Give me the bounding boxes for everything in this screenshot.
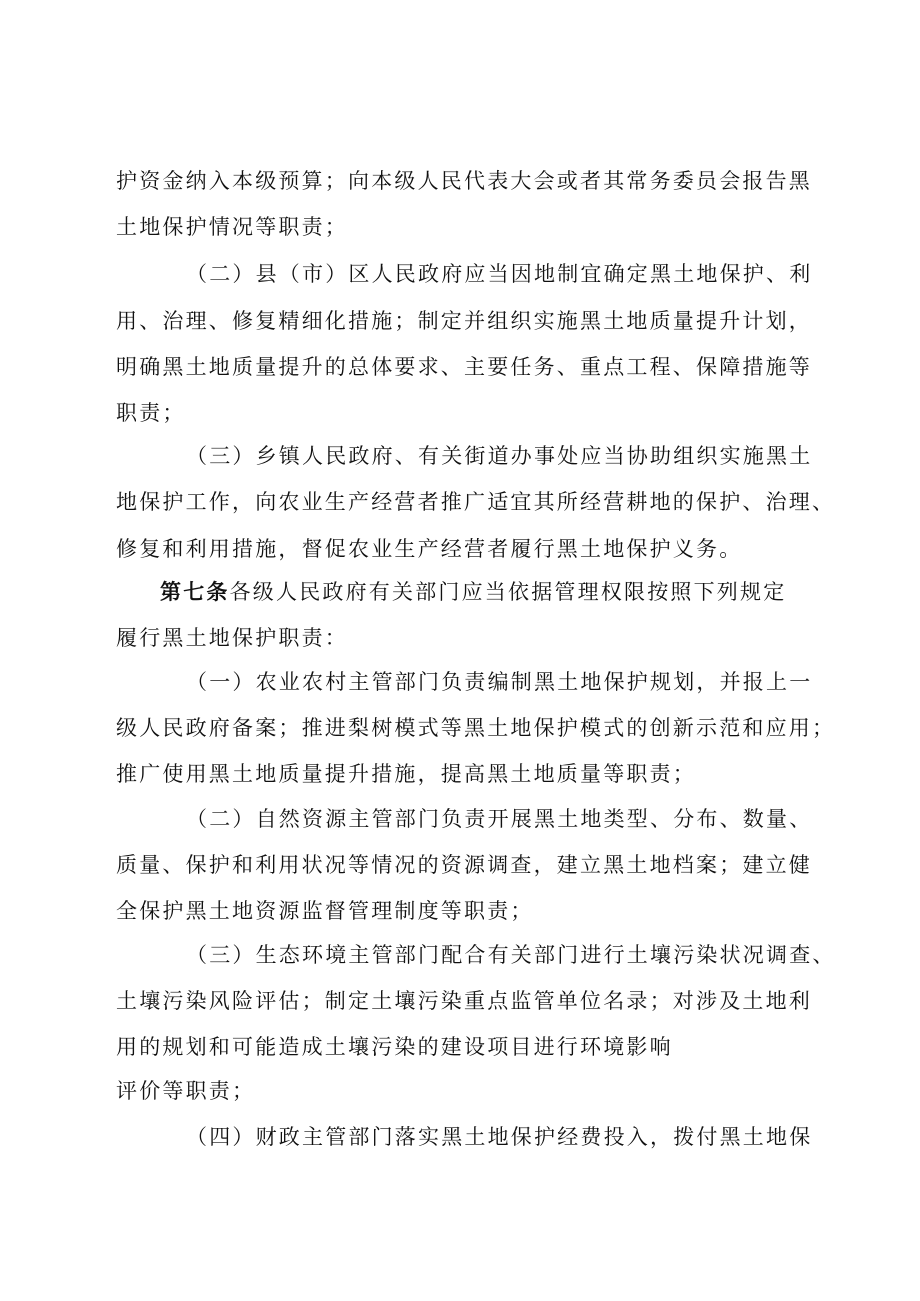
item-three-line-2: 土壤污染风险评估；制定土壤污染重点监管单位名录；对涉及土地利	[116, 989, 812, 1013]
item-one-line-3: 推广使用黑土地质量提升措施，提高黑土地质量等职责；	[116, 762, 696, 786]
paragraph-line-township-2: 地保护工作，向农业生产经营者推广适宜其所经营耕地的保护、治理、	[116, 490, 836, 514]
article-seven-label: 第七条	[160, 580, 230, 604]
item-three-line-1: （三）生态环境主管部门配合有关部门进行土壤污染状况调查、	[186, 943, 836, 967]
item-three-line-4: 评价等职责；	[116, 1079, 256, 1103]
item-three-line-3: 用的规划和可能造成土壤污染的建设项目进行环境影响	[116, 1035, 673, 1059]
paragraph-line-county-4: 职责；	[116, 401, 186, 425]
paragraph-line-county-1: （二）县（市）区人民政府应当因地制宜确定黑土地保护、利	[186, 262, 813, 286]
paragraph-line-county-3: 明确黑土地质量提升的总体要求、主要任务、重点工程、保障措施等	[116, 355, 812, 379]
article-seven-text: 各级人民政府有关部门应当依据管理权限按照下列规定	[229, 580, 787, 604]
item-one-line-1: （一）农业农村主管部门负责编制黑土地保护规划，并报上一	[186, 670, 813, 694]
paragraph-line-township-1: （三）乡镇人民政府、有关街道办事处应当协助组织实施黑土	[186, 444, 813, 468]
item-two-line-3: 全保护黑土地资源监督管理制度等职责；	[116, 899, 534, 923]
paragraph-line-township-3: 修复和利用措施，督促农业生产经营者履行黑土地保护义务。	[116, 537, 743, 561]
item-four-line-1: （四）财政主管部门落实黑土地保护经费投入，拨付黑土地保	[186, 1125, 813, 1149]
text-line-2: 土地保护情况等职责；	[116, 215, 348, 239]
item-one-line-2: 级人民政府备案；推进梨树模式等黑土地保护模式的创新示范和应用；	[116, 716, 836, 740]
paragraph-line-county-2: 用、治理、修复精细化措施；制定并组织实施黑土地质量提升计划，	[116, 309, 812, 333]
item-two-line-2: 质量、保护和利用状况等情况的资源调查，建立黑土地档案；建立健	[116, 853, 812, 877]
article-seven-line-1	[160, 576, 786, 608]
text-line-1: 护资金纳入本级预算；向本级人民代表大会或者其常务委员会报告黑	[116, 169, 812, 193]
item-two-line-1: （二）自然资源主管部门负责开展黑土地类型、分布、数量、	[186, 807, 813, 831]
article-seven-line-2: 履行黑土地保护职责：	[116, 626, 348, 650]
